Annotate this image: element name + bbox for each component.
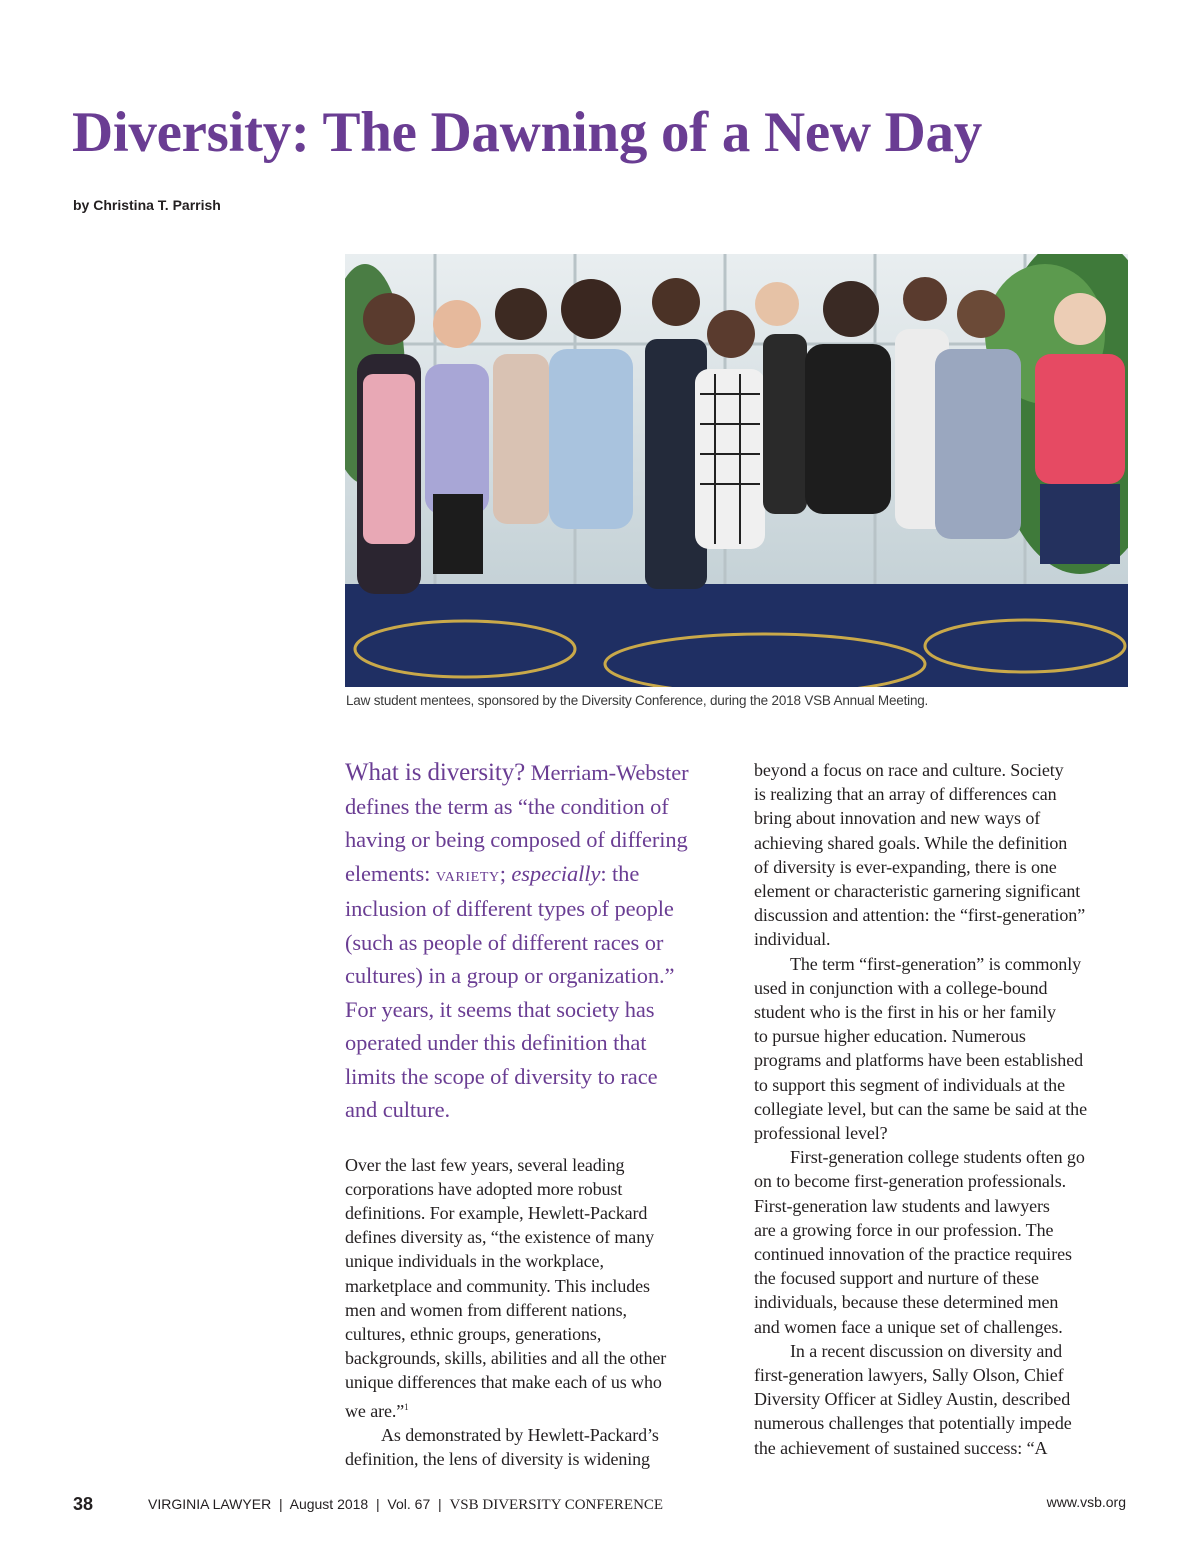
left-column <box>345 756 725 1471</box>
page-number: 38 <box>73 1494 94 1514</box>
body-line: the focused support and nurture of these <box>754 1268 1039 1289</box>
pull-quote-line: What is diversity? Merriam-Webster <box>345 759 689 786</box>
pull-quote-line: cultures) in a group or organization.” <box>345 963 675 988</box>
body-line: unique differences that make each of us who <box>345 1372 662 1393</box>
body-line: definition, the lens of diversity is widening <box>345 1448 650 1469</box>
right-column <box>754 758 1134 1460</box>
body-line: individual. <box>754 929 831 950</box>
body-line: marketplace and community. This includes <box>345 1275 650 1296</box>
body-line: cultures, ethnic groups, generations, <box>345 1323 602 1344</box>
body-line: achieving shared goals. While the definition <box>754 832 1068 853</box>
body-line: In a recent discussion on diversity and <box>790 1340 1063 1361</box>
pull-quote-line: and culture. <box>345 1097 451 1122</box>
body-line: As demonstrated by Hewlett-Packard’s <box>381 1424 659 1445</box>
body-line: continued innovation of the practice requires <box>754 1244 1072 1265</box>
pull-quote-line: defines the term as “the condition of <box>345 793 669 819</box>
body-line: element or characteristic garnering significant <box>754 881 1081 902</box>
body-line: to support this segment of individuals at the <box>754 1074 1065 1095</box>
body-line: Over the last few years, several leading <box>345 1154 625 1175</box>
pull-quote-line: For years, it seems that society has <box>345 996 655 1022</box>
body-line: backgrounds, skills, abilities and all the other <box>345 1348 667 1369</box>
photo-caption: Law student mentees, sponsored by the Diversity Conference, during the 2018 VSB Annual Meeting. <box>346 693 929 708</box>
body-line: first-generation lawyers, Sally Olson, Chief <box>754 1365 1064 1386</box>
byline: by Christina T. Parrish <box>73 197 221 213</box>
body-line: men and women from different nations, <box>345 1299 627 1320</box>
footnote-marker: 1 <box>404 1401 409 1412</box>
body-line: used in conjunction with a college-bound <box>754 977 1048 998</box>
body-line: is realizing that an array of differences can <box>754 784 1057 805</box>
pull-quote-line: having or being composed of differing <box>345 827 688 852</box>
body-line: the achievement of sustained success: “A <box>754 1437 1048 1458</box>
body-line: definitions. For example, Hewlett-Packard <box>345 1202 648 1223</box>
body-text-left <box>345 1153 725 1472</box>
pull-quote-line: operated under this definition that <box>345 1030 647 1055</box>
body-line: professional level? <box>754 1123 888 1144</box>
body-line: bring about innovation and new ways of <box>754 808 1041 829</box>
body-line: unique individuals in the workplace, <box>345 1251 604 1272</box>
body-line: defines diversity as, “the existence of many <box>345 1227 654 1248</box>
pull-quote-line: elements: variety; especially: the <box>345 860 640 886</box>
publication-line: VIRGINIA LAWYER | August 2018 | Vol. 67 | VSB DIVERSITY CONFERENCE <box>148 1496 664 1513</box>
article-title: Diversity: The Dawning of a New Day <box>72 101 982 164</box>
body-line: Diversity Officer at Sidley Austin, described <box>754 1389 1071 1410</box>
body-line: The term “first-generation” is commonly <box>790 953 1081 974</box>
body-line: programs and platforms have been established <box>754 1050 1083 1071</box>
body-line: we are.”$^1$ <box>345 1400 409 1421</box>
body-text-right <box>754 758 1134 1460</box>
section-name: VSB DIVERSITY CONFERENCE <box>449 1497 664 1513</box>
website-link[interactable]: www.vsb.org <box>1046 1494 1126 1510</box>
body-line: are a growing force in our profession. The <box>754 1219 1054 1240</box>
body-line: numerous challenges that potentially impede <box>754 1413 1072 1434</box>
body-line: beyond a focus on race and culture. Society <box>754 760 1064 780</box>
body-line: and women face a unique set of challenges. <box>754 1316 1063 1337</box>
body-line: corporations have adopted more robust <box>345 1178 623 1199</box>
body-line: collegiate level, but can the same be said at the <box>754 1098 1087 1119</box>
body-line: on to become first-generation professionals. <box>754 1171 1067 1192</box>
body-line: discussion and attention: the “first-generation” <box>754 905 1086 926</box>
body-line: First-generation college students often go <box>790 1147 1085 1168</box>
pull-quote-line: (such as people of different races or <box>345 929 664 955</box>
body-line: First-generation law students and lawyers <box>754 1195 1050 1216</box>
body-line: individuals, because these determined men <box>754 1292 1059 1313</box>
body-line: to pursue higher education. Numerous <box>754 1026 1026 1047</box>
group-photo-illustration <box>345 254 1128 687</box>
pull-quote-line: limits the scope of diversity to race <box>345 1063 658 1089</box>
body-line: of diversity is ever-expanding, there is one <box>754 856 1057 877</box>
pull-quote <box>345 756 725 1127</box>
body-line: student who is the first in his or her family <box>754 1002 1056 1023</box>
pull-quote-line: inclusion of different types of people <box>345 896 674 921</box>
group-photo <box>345 254 1128 687</box>
